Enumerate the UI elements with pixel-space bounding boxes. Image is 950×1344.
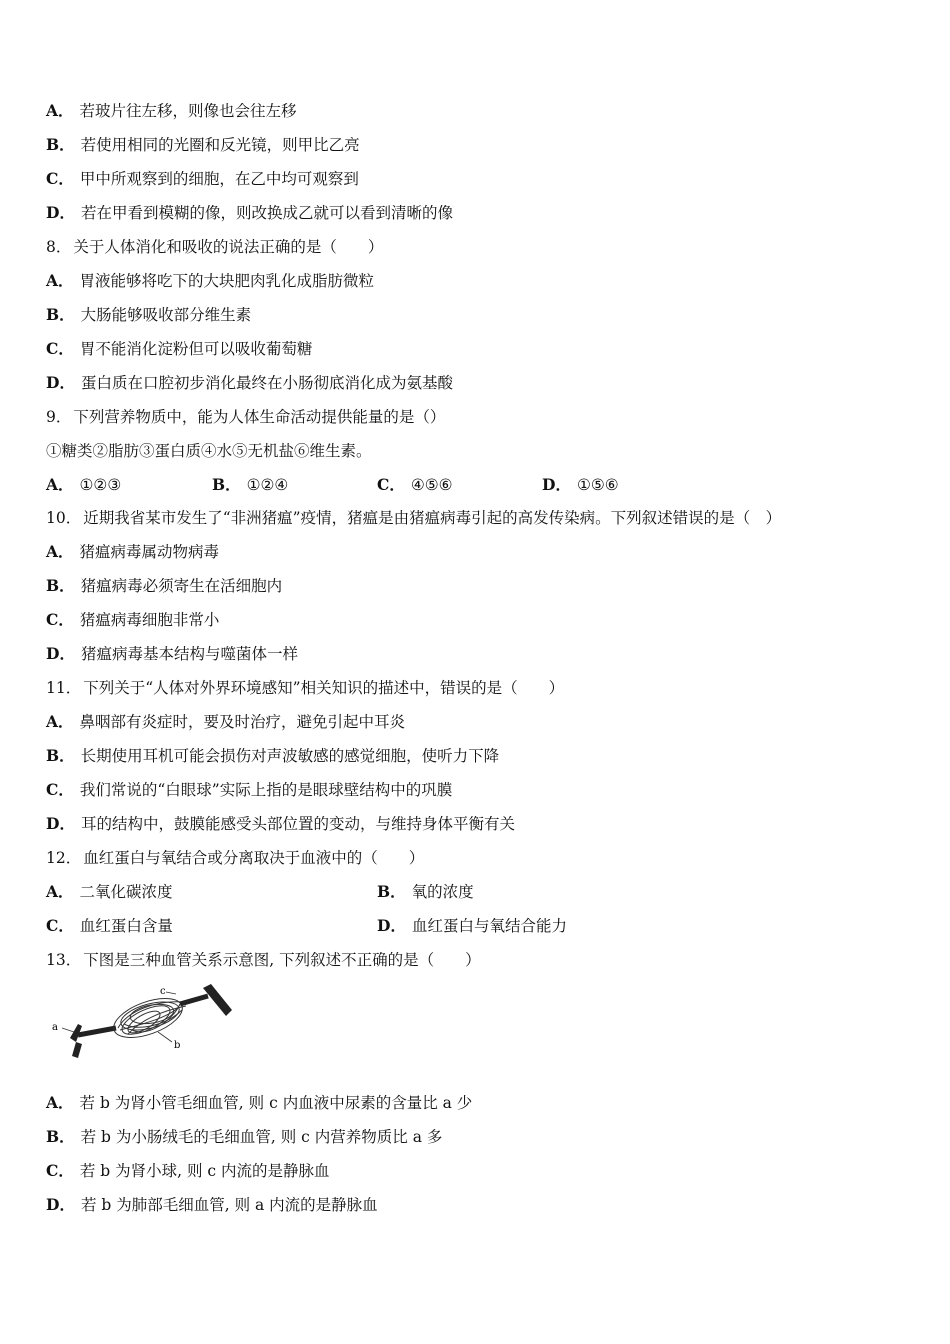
q10-option-c: C． 猪瘟病毒细胞非常小	[46, 610, 220, 629]
q8-option-d: D． 蛋白质在口腔初步消化最终在小肠彻底消化成为氨基酸	[46, 373, 453, 392]
q10-option-d: D． 猪瘟病毒基本结构与噬菌体一样	[46, 644, 298, 663]
q8-option-a: A． 胃液能够将吃下的大块肥肉乳化成脂肪微粒	[46, 271, 375, 290]
q9-list: ①糖类②脂肪③蛋白质④水⑤无机盐⑥维生素。	[46, 442, 372, 460]
vessel-a-cap	[72, 1042, 82, 1058]
q13-stem: 13． 下图是三种血管关系示意图, 下列叙述不正确的是（ ）	[46, 951, 481, 969]
vessel-c-end	[203, 984, 232, 1016]
q9-option-c: C． ④⑤⑥	[377, 475, 453, 494]
q12-option-b: B． 氧的浓度	[377, 882, 474, 901]
q11-option-c: C． 我们常说的“白眼球”实际上指的是眼球壁结构中的巩膜	[46, 780, 453, 799]
q12-option-c: C． 血红蛋白含量	[46, 916, 173, 935]
vessel-a	[78, 1028, 116, 1035]
q10-option-b: B． 猪瘟病毒必须寄生在活细胞内	[46, 576, 283, 595]
pointer-b	[158, 1032, 172, 1042]
q8-option-c: C． 胃不能消化淀粉但可以吸收葡萄糖	[46, 339, 313, 358]
q10-option-a: A． 猪瘟病毒属动物病毒	[46, 542, 220, 561]
capillary-network-b	[109, 991, 188, 1046]
q13-option-b: B． 若 b 为小肠绒毛的毛细血管, 则 c 内营养物质比 a 多	[46, 1127, 443, 1146]
q13-option-a: A． 若 b 为肾小管毛细血管, 则 c 内血液中尿素的含量比 a 少	[46, 1093, 473, 1112]
blood-vessel-diagram	[48, 980, 233, 1060]
pointer-c	[166, 992, 176, 994]
q12-stem: 12． 血红蛋白与氧结合或分离取决于血液中的（ ）	[46, 849, 425, 867]
label-b: b	[174, 1040, 181, 1051]
q13-option-c: C． 若 b 为肾小球, 则 c 内流的是静脉血	[46, 1161, 330, 1180]
q9-stem: 9． 下列营养物质中，能为人体生命活动提供能量的是（）	[46, 408, 446, 426]
q7-option-a: A． 若玻片往左移，则像也会往左移	[46, 101, 297, 120]
q9-option-a: A． ①②③	[46, 475, 122, 494]
pointer-a	[62, 1028, 74, 1032]
q7-option-c: C． 甲中所观察到的细胞，在乙中均可观察到	[46, 169, 359, 188]
q12-option-a: A． 二氧化碳浓度	[46, 882, 173, 901]
label-c: c	[160, 986, 166, 997]
q11-option-b: B． 长期使用耳机可能会损伤对声波敏感的感觉细胞，使听力下降	[46, 746, 500, 765]
q7-option-d: D． 若在甲看到模糊的像，则改换成乙就可以看到清晰的像	[46, 203, 453, 222]
q9-option-d: D． ①⑤⑥	[542, 475, 619, 494]
q9-option-b: B． ①②④	[212, 475, 289, 494]
q8-option-b: B． 大肠能够吸收部分维生素	[46, 305, 252, 324]
q13-option-d: D． 若 b 为肺部毛细血管, 则 a 内流的是静脉血	[46, 1195, 378, 1214]
q11-stem: 11． 下列关于“人体对外界环境感知”相关知识的描述中，错误的是（ ）	[46, 679, 565, 697]
q12-option-d: D． 血红蛋白与氧结合能力	[377, 916, 567, 935]
vessel-c	[180, 996, 208, 1004]
q11-option-a: A． 鼻咽部有炎症时，要及时治疗，避免引起中耳炎	[46, 712, 406, 731]
q7-option-b: B． 若使用相同的光圈和反光镜，则甲比乙亮	[46, 135, 360, 154]
q11-option-d: D． 耳的结构中，鼓膜能感受头部位置的变动，与维持身体平衡有关	[46, 814, 515, 833]
label-a: a	[52, 1022, 58, 1033]
q10-stem: 10． 近期我省某市发生了“非洲猪瘟”疫情，猪瘟是由猪瘟病毒引起的高发传染病。下列叙述错误的是（ ）	[46, 509, 782, 527]
q8-stem: 8． 关于人体消化和吸收的说法正确的是（ ）	[46, 238, 384, 256]
